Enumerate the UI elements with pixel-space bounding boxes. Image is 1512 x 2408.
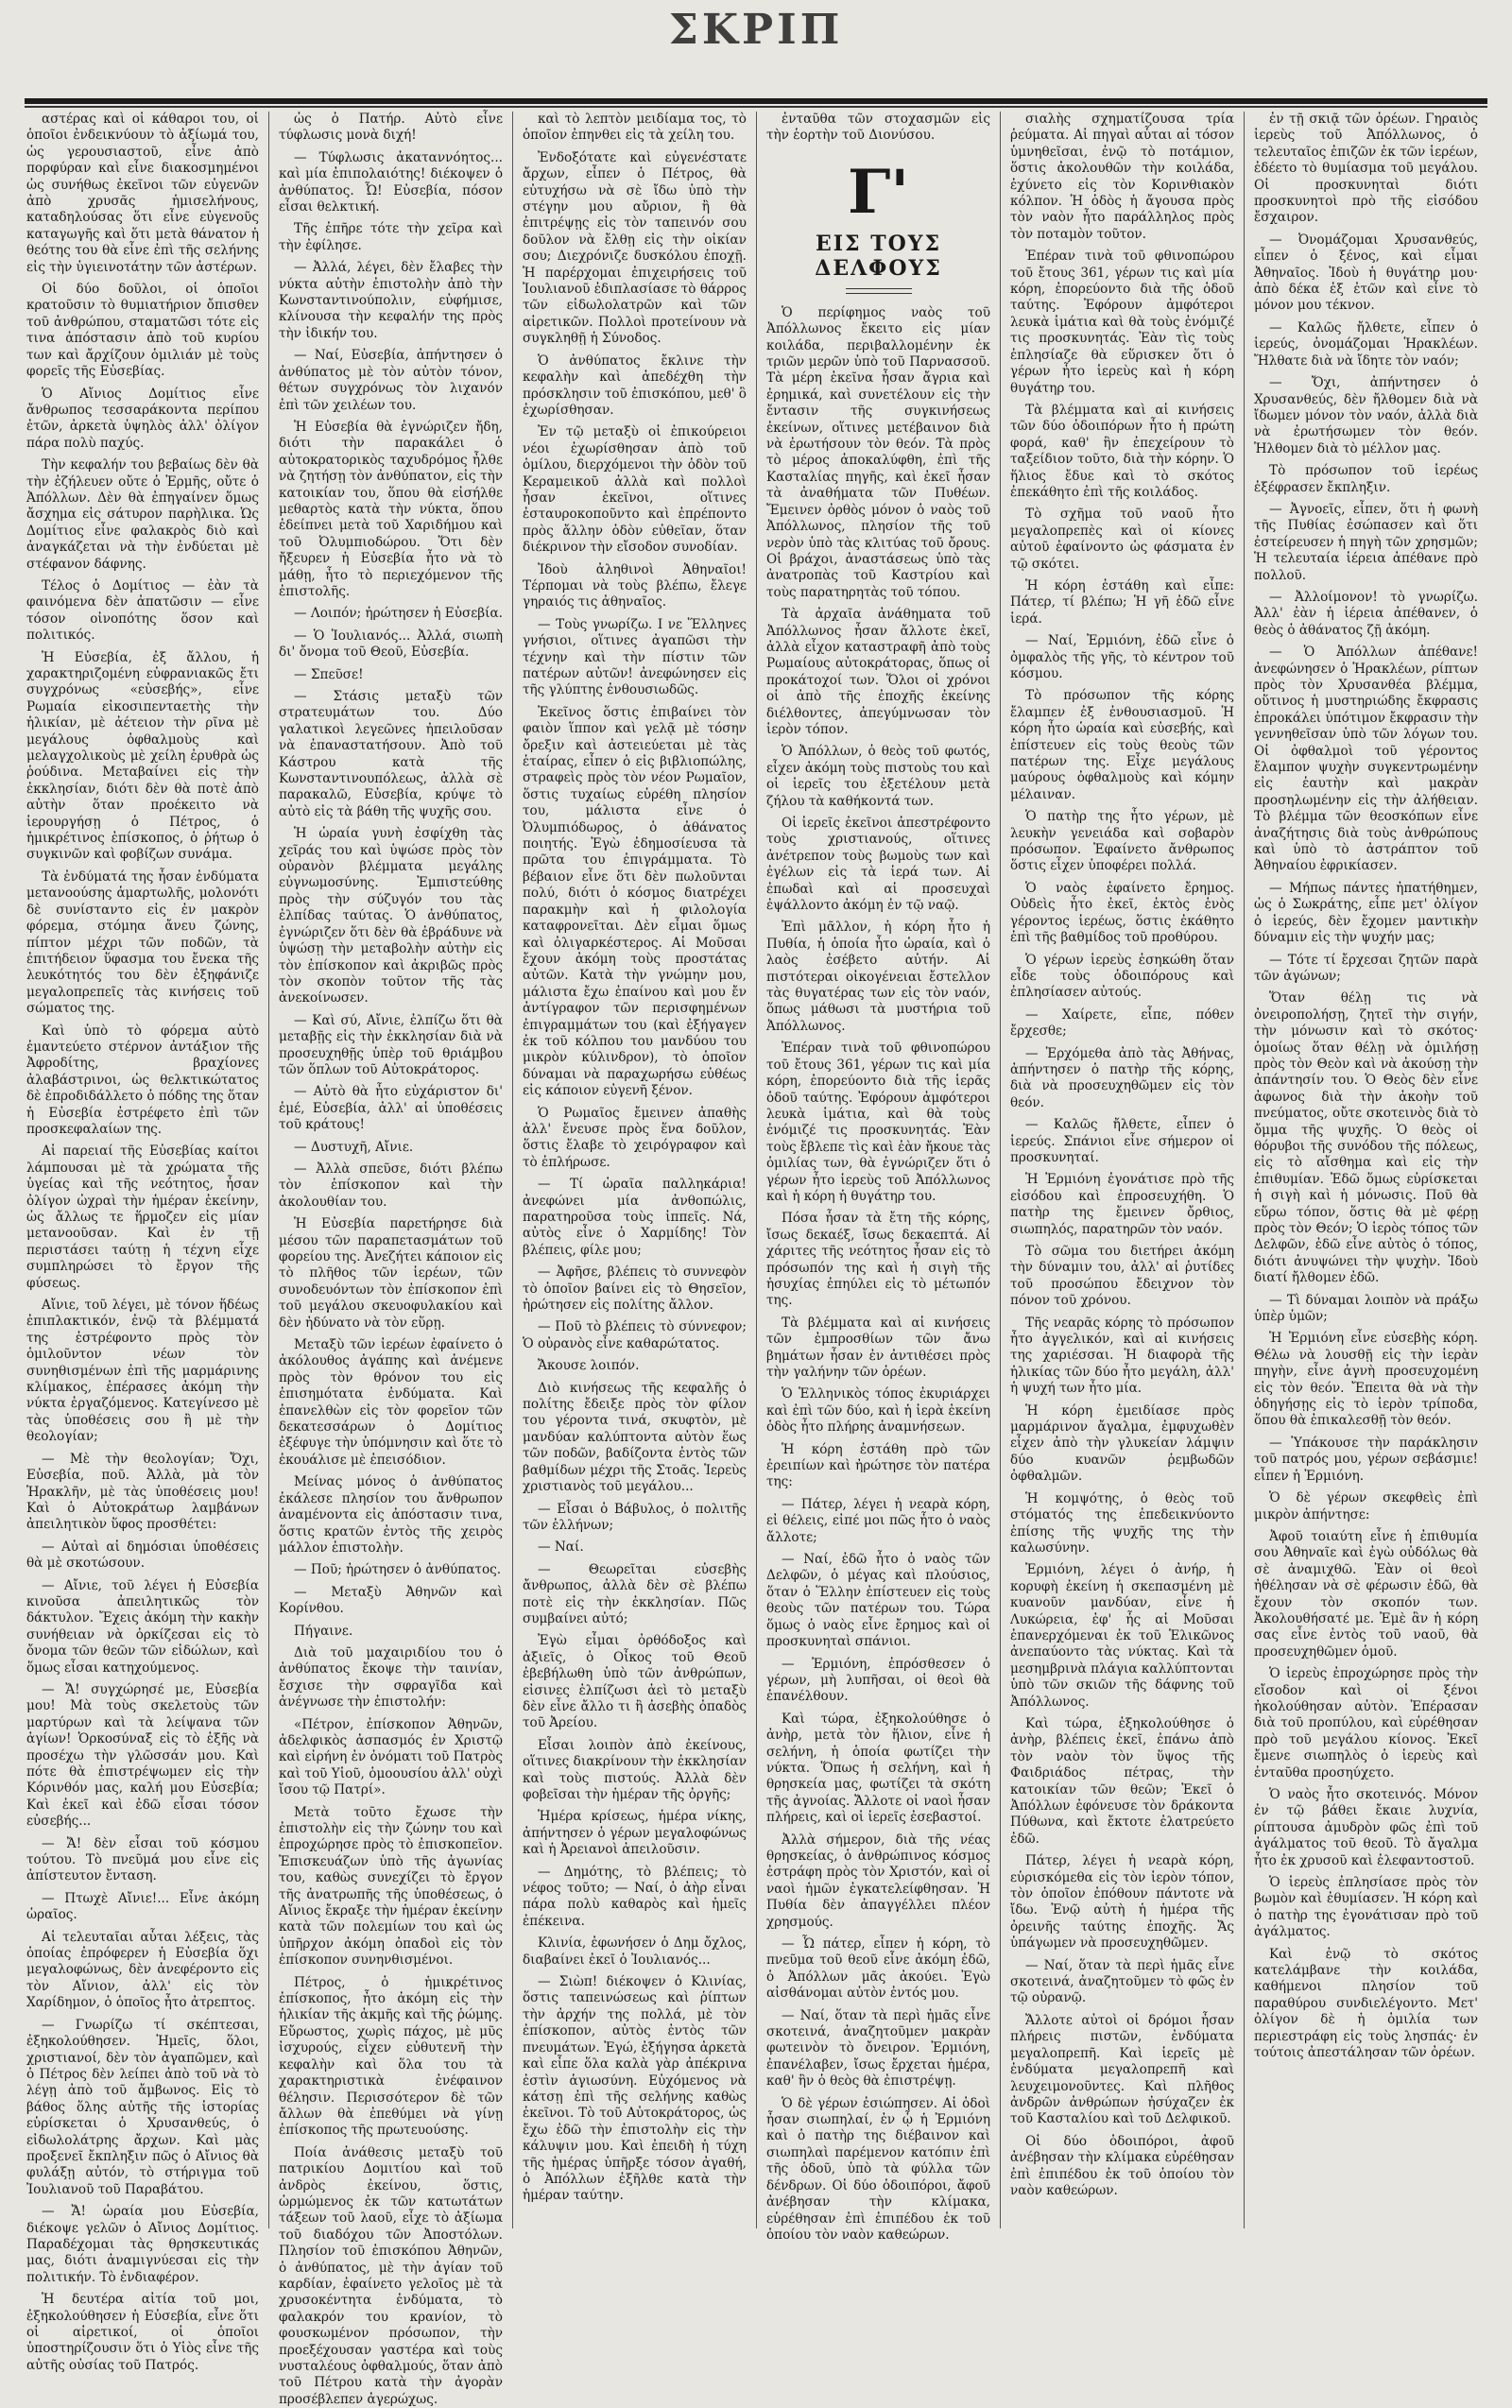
article-paragraph: — Αὐτὸ θὰ ἦτο εὐχάριστον δι' ἐμέ, Εὐσεβία, ἀλλ' αἱ ὑποθέσεις τοῦ κράτους! — [279, 1084, 503, 1133]
article-paragraph: Ὁ γέρων ἱερεὺς ἐσηκώθη ὅταν εἶδε τοὺς ὁδοιπόρους καὶ ἐπλησίασεν αὐτούς. — [1010, 952, 1234, 1001]
section-title: ΕΙΣ ΤΟΥΣ ΔΕΛΦΟΥΣ — [815, 231, 942, 281]
article-paragraph: Ἡ Εὐσεβία θὰ ἐγνώριζεν ἤδη, διότι τὴν παρακάλει ὁ αὐτοκρατορικὸς ταχυδρόμος ἦλθε νὰ ζητήσῃ τὸν ἀνθύπατον, εἰς τὴν κατοικίαν του, ὅπου θὰ εἰσήλθε μεθαρτὸς κατὰ τὴν νύκτα, ὅπου ἐδείπνει μετὰ τοῦ Χαριδήμου καὶ τοῦ Ὀλυμπιοδώρου. Ὅτι δὲν ἤξευρεν ἡ Εὐσεβία ἦτο νὰ τὸ μάθῃ, ἦτο τὸ περιεχόμενον τῆς ἐπιστολῆς. — [279, 419, 503, 599]
article-paragraph: «Πέτρον, ἐπίσκοπον Ἀθηνῶν, ἀδελφικὸς ἀσπασμός ἐν Χριστῷ καὶ εἰρήνη ἐν ὀνόματι τοῦ Πατρὸς καὶ τοῦ Υἱοῦ, ὁμοουσίου ἀλλ' οὐχὶ ἴσου τῷ Πατρί». — [279, 1716, 503, 1798]
text-columns — [25, 112, 1487, 2407]
article-paragraph: Πήγαινε. — [294, 1623, 353, 1639]
article-paragraph: Ἡ Εὐσεβία παρετήρησε διὰ μέσου τῶν παραπετασμάτων τοῦ φορείου της. Ἀνεζήτει κάποιον εἰς τὸ πλῆθος τῶν ἱερέων, τῶν συνοδευόντων τὸν ἐπίσκοπον ἐπὶ τοῦ μεγάλου σκευοφυλακίου καὶ δὲν ἠδύνατο νὰ τὸν εὕρῃ. — [279, 1216, 503, 1331]
article-paragraph: Διὸ κινήσεως τῆς κεφαλῆς ὁ πολίτης ἔδειξε πρὸς τὸν φίλον του γέροντα τινά, σκυφτὸν, μὲ μανδύαν καλύπτοντα αὐτὸν ἕως τῶν ποδῶν, βαδίζοντα ἐντὸς τῶν βαθμίδων μέχρι τῆς Στοᾶς. Ἱερεὺς χριστιανὸς τοῦ μεγάλου... — [523, 1380, 747, 1495]
article-paragraph: Ἡ Ἐρμιόνη εἶνε εὐσεβὴς κόρη. Θέλω νὰ λουσθῇ εἰς τὴν ἱερὰν πηγὴν, εἶνε ἁγνὴ προσευχομένη εἰς τὸν θεόν. Ἔπειτα θὰ νὰ τὴν ὁδηγήσῃς εἰς τὸ ἱερὸν τρίποδα, ὅπου θὰ ἐπικαλεσθῇ τὸν θεόν. — [1254, 1331, 1478, 1429]
column-4 — [756, 112, 1000, 2243]
article-paragraph: — Δημότης, τὸ βλέπεις; τὸ νέφος τοῦτο; — Ναί, ὁ ἀὴρ εἶναι πάρα πολὺ καθαρὸς καὶ ἡμεῖς ἐπέκεινα. — [523, 1864, 747, 1929]
article-paragraph: — Ἀγνοεῖς, εἶπεν, ὅτι ἡ φωνὴ τῆς Πυθίας ἐσώπασεν καὶ ὅτι ἐστείρευσεν ἡ πηγὴ τῶν χρησμῶν; Ἡ τελευταία ἱέρεια ἀπέθανε πρὸ πολλοῦ. — [1254, 501, 1478, 583]
article-paragraph: Τὴν κεφαλήν του βεβαίως δὲν θὰ τὴν ἐζήλευεν οὔτε ὁ Ἑρμῆς, οὔτε ὁ Ἀπόλλων. Δὲν θὰ ἐπηγαίνεν ὅμως ἄσχημα εἰς σάτυρον παρὴλικα. Ὡς Δομίτιος εἶνε φαλακρὸς διὸ καὶ ἀναγκάζεται νὰ τὴν ἐνδύεται μὲ στέφανον δάφνης. — [26, 457, 259, 572]
column-1 — [25, 112, 268, 2373]
article-paragraph: — Μήπως πάντες ἠπατήθημεν, ὡς ὁ Σωκράτης, εἶπε μετ' ὀλίγον ὁ ἱερεύς, δὲν ἔχομεν μαντικὴν δύναμιν εἰς τὴν ψυχήν μας; — [1254, 880, 1478, 946]
article-paragraph: Αἴνιε, τοῦ λέγει, μὲ τόνον ἥδέως ἐπιπλακτικόν, ἐνῷ τὰ βλέμματά της ἐστρέφοντο πρὸς τὸν ὁμιλοῦντον νέων τὸν συνηθισμένων ἐπὶ τῆς μαρμάρινης κλίμακος, ἐπέρασες ἀκόμη τὴν νύκτα ἐργαζόμενος. Κατεγίνεσο μὲ τὰς ὑποθέσεις σου ἢ μὲ τὴν θεολογίαν; — [26, 1298, 259, 1445]
article-paragraph: — Σπεῦσε! — [294, 666, 364, 682]
article-paragraph: Ἡ κόρη ἐμειδίασε πρὸς μαρμάρινον ἄγαλμα, ἐμφυχωθὲν εἶχεν ἀπὸ τὴν γλυκείαν λάμψιν δύο κυανῶν ῥεμβωδῶν ὀφθαλμῶν. — [1010, 1402, 1234, 1485]
article-paragraph: Ἐπὶ μᾶλλον, ἡ κόρη ἦτο ἡ Πυθία, ἡ ὁποία ἦτο ὡραία, καὶ ὁ λαὸς ἐσέβετο αὐτήν. Αἱ πιστότεραι οἰκογένειαι ἔστελλον τὰς θυγατέρας των εἰς τὸν ναόν, ὅπως μάθωσι τὰ μυστήρια τοῦ Ἀπόλλωνος. — [766, 920, 990, 1034]
article-paragraph: — Χαίρετε, εἶπε, πόθεν ἔρχεσθε; — [1010, 1006, 1234, 1040]
article-paragraph: Ἀφοῦ τοιαύτη εἶνε ἡ ἐπιθυμία σου Ἀθηναῖε καὶ ἐγὼ οὐδόλως θὰ σὲ ἀναμιχθῶ. Ἐὰν οἱ θεοὶ ἠθέλησαν νὰ σὲ φέρωσιν ἐδῶ, θὰ ἔχουν τὸν σκοπόν των. Ἀκολουθήσατέ με. Ἐμὲ ἂν ἡ κόρη σας εἶνε ἐντὸς τοῦ ναοῦ, θὰ προσευχηθῶμεν ὁμοῦ. — [1254, 1528, 1478, 1660]
article-paragraph: Τὸ πρόσωπον τῆς κόρης ἔλαμπεν ἐξ ἐνθουσιασμοῦ. Ἡ κόρη ἦτο ὡραία καὶ εὐσεβής, καὶ ἐπίστευεν εἰς τοὺς θεοὺς τῶν πατέρων της. Εἶχε μεγάλους μαύρους ὀφθαλμοὺς καὶ κόμην μέλαιναν. — [1010, 688, 1234, 802]
article-paragraph: Καὶ τώρα, ἐξηκολούθησε ὁ ἀνὴρ, μετὰ τὸν ἥλιον, εἶνε ἡ σελήνη, ἡ ὁποία φωτίζει τὴν νύκτα. Ὅπως ἡ σελήνη, καὶ ἡ θρησκεία μας, φωτίζει τὰ σκότη τῆς ἀγνοίας. Ἄλλοτε οἱ ναοὶ ἦσαν πλήρεις, καὶ οἱ ἱερεῖς ἐσεβαστοί. — [766, 1711, 990, 1826]
article-paragraph: Οἱ ἱερεῖς ἐκεῖνοι ἀπεστρέφοντο τοὺς χριστιανούς, οἵτινες ἀνέτρεπον τοὺς βωμοὺς των καὶ ἐγέλων εἰς τὰ ἱερά των. Αἱ ἐπωδαὶ καὶ αἱ προσευχαὶ ἐψάλλοντο ἀκόμη ἐν τῷ ναῷ. — [766, 816, 990, 914]
article-paragraph: Καὶ ὑπὸ τὸ φόρεμα αὐτὸ ἐμαντεύετο στέρνον ἀντάξιον τῆς Ἀφροδίτης, βραχίονες ἀλαβάστρινοι, ὡς θελκτικώτατος δὲ ἐπροδιδάλλετο ὁ πόδης της ὅταν ἡ Εὐσεβία ἐστρέφετο ἐπὶ τῶν προσκεφαλαίων της. — [26, 1023, 260, 1137]
article-paragraph: ἐν τῇ σκιᾷ τῶν ὀρέων. Γηραιὸς ἱερεὺς τοῦ Ἀπόλλωνος, ὁ τελευταῖος ἐπιζῶν ἐκ τῶν ἱερέων, ἐδέετο τὸ θυμίασμα τοῦ μεγάλου. Οἱ προσκυνηταὶ διότι προσκυνητοὶ πρὸ τῆς εἰσόδου ἔσχαιρον. — [1254, 112, 1478, 226]
article-paragraph: Ἡ δευτέρα αἰτία τοῦ μοι, ἐξηκολούθησεν ἡ Εὐσεβία, εἶνε ὅτι οἱ αἱρετικοί, οἱ ὁποῖοι ὑποστηρίζουσιν ὅτι ὁ Υἱὸς εἶνε τῆς αὐτῆς οὐσίας τοῦ Πατρός. — [26, 2292, 259, 2373]
article-paragraph: Ἡ Ἐρμιόνη ἐγονάτισε πρὸ τῆς εἰσόδου καὶ ἐπροσευχήθη. Ὁ πατὴρ της ἔμεινεν ὄρθιος, σιωπηλός, παρατηρῶν τὸν ναόν. — [1010, 1172, 1234, 1237]
article-paragraph: — Τότε τί ἔρχεσαι ζητῶν παρὰ τῶν ἀγώνων; — [1254, 952, 1478, 984]
article-paragraph: Ὁ δὲ γέρων ἐσιώπησεν. Αἱ ὁδοὶ ἦσαν σιωπηλαί, ἐν ᾧ ἡ Ἐρμιόνη καὶ ὁ πατὴρ της διέβαινον καὶ σιωπηλαὶ παρέμενον κατόπιν ἐπὶ τῆς ὁδοῦ, ὑπὸ τὰ φύλλα τῶν δένδρων. Οἱ δύο ὁδοιπόροι, ἄφοῦ ἀνέβησαν τὴν κλίμακα, εὑρέθησαν ἐπὶ ἐπιπέδου ἐκ τοῦ ὁποίου τὸν ναὸν καθεώρων. — [766, 2095, 990, 2243]
article-paragraph: Ποία ἀνάθεσις μεταξὺ τοῦ πατρικίου Δομιτίου καὶ τοῦ ἀνδρὸς ἐκείνου, ὅστις, ὡρμώμενος ἐκ τῶν κατωτάτων τάξεων τοῦ λαοῦ, εἶχε τὸ ἀξίωμα τοῦ διαδόχου τῶν Ἀποστόλων. Πλησίον τοῦ ἐπισκόπου Ἀθηνῶν, ὁ ἀνθύπατος, μὲ τὴν ἁγίαν τοῦ καρδίαν, ἐφαίνετο γελοῖος μὲ τὰ χρυσοκέντητα ἐνδύματα, τὸ φαλακρόν του κρανίον, τὸ φουσκωμένον πρόσωπον, τὴν προεξέχουσαν γαστέρα καὶ τοὺς νυσταλέους ὀφθαλμούς, ὅταν ἀπὸ τοῦ Πέτρου κατὰ τὴν ἀγορὰν προσέβλεπεν ἀγερώχως. — [279, 2144, 503, 2407]
article-paragraph: Ἡμέρα κρίσεως, ἡμέρα νίκης, ἀπήντησεν ὁ γέρων μεγαλοφώνως καὶ ἡ Ἀρειανοὶ ἀπειλοῦσιν. — [523, 1809, 747, 1858]
article-paragraph: Ὁ Ἀπόλλων, ὁ θεὸς τοῦ φωτός, εἶχεν ἀκόμη τοὺς πιστοὺς του καὶ οἱ ἱερεῖς του ἐξετέλουν μετὰ ζήλου τὰ καθήκοντά των. — [766, 744, 990, 809]
section-heading — [766, 156, 990, 294]
masthead-title: ΣΚΡΙΠ — [668, 6, 844, 54]
article-paragraph: καὶ τὸ λεπτὸν μειδίαμα τος, τὸ ὁποῖον ἐπηνθει εἰς τὰ χείλη του. — [523, 112, 747, 144]
article-paragraph: — Ναί, ἐδῶ ἦτο ὁ ναὸς τῶν Δελφῶν, ὁ μέγας καὶ πλούσιος, ὅταν ὁ Ἕλλην ἐπίστευεν εἰς τοὺς θεοὺς τῶν πατέρων του. Τώρα ὅμως ὁ ναὸς εἶνε ἔρημος καὶ οἱ προσκυνηταὶ σπάνιοι. — [766, 1552, 990, 1650]
article-paragraph: Καὶ τώρα, ἐξηκολούθησε ὁ ἀνὴρ, βλέπεις ἐκεῖ, ἐπάνω ἀπὸ τὸν ναὸν τὸν ὕψος τῆς Φαιδριάδος πέτρας, τὴν κατοικίαν τῶν θεῶν; Ἐκεῖ ὁ Ἀπόλλων ἐφόνευσε τὸν δράκοντα Πύθωνα, καὶ ἔκτοτε ἐλατρεύετο ἐδῶ. — [1010, 1715, 1234, 1847]
article-paragraph: Ὁ ἀνθύπατος ἔκλινε τὴν κεφαλὴν καὶ ἀπεδέχθη τὴν πρόσκλησιν τοῦ ἐπισκόπου, μεθ' ὃ ἐχωρίσθησαν. — [523, 353, 747, 418]
article-paragraph: — Γνωρίζω τί σκέπτεσαι, ἐξηκολούθησεν. Ἡμεῖς, ὅλοι, χριστιανοί, δὲν τὸν ἀγαπῶμεν, καὶ ὁ Πέτρος δὲν λείπει ἀπὸ τοῦ νὰ τὸ λέγῃ ἀπὸ τοῦ ἄμβωνος. Εἰς τὸ βάθος ὅλης αὐτῆς τῆς ἱστορίας εὑρίσκεται ὁ Χρυσανθεύς, ὁ εἰδωλολάτρης ἄρχων. Καὶ μὰς προξενεῖ ἔκπληξιν πῶς ὁ Αἴνιος θὰ φυλάξῃ αὐτόν, τὸ στήριγμα τοῦ Ἰουλιανοῦ τοῦ Παραβάτου. — [26, 2017, 259, 2197]
article-paragraph: — Ἄ! συγχώρησέ με, Εὐσεβία μου! Μὰ τοὺς σκελετοὺς τῶν μαρτύρων καὶ τὰ λείψανα τῶν ἁγίων! Ὁρκοσύναξ εἰς τὸ ἑξῆς νὰ προσέχω τὴν γλῶσσάν μου. Καὶ πότε θὰ ἐπιστρέψωμεν εἰς τὴν Κόρινθόν μας, καλή μου Εὐσεβία; Καὶ ἐκεῖ καὶ ἐδῶ εἶσαι τόσον εὐσεβής... — [26, 1681, 259, 1830]
article-paragraph: Ἐν τῷ μεταξὺ οἱ ἐπικούρειοι νέοι ἐχωρίσθησαν ἀπὸ τοῦ ὁμίλου, διερχόμενοι τὴν ὁδὸν τοῦ Κεραμεικοῦ ἀλλὰ καὶ πολλοὶ ἦσαν ἐκεῖνοι, οἵτινες ἐσταυροκοποῦντο καὶ ἐπρέποντο πρὸς ἄλλην ὁδὸν εὐθεῖαν, ὅταν διέκρινον τὴν εἴσοδον συνοδίαν. — [523, 424, 747, 556]
article-paragraph: Τὸ σῶμα του διετήρει ἀκόμη τὴν δύναμιν του, ἀλλ' αἱ ῥυτίδες τοῦ προσώπου ἔδειχνον τὸν πόνον τοῦ χρόνου. — [1010, 1244, 1234, 1309]
article-paragraph: Ἡ κομψότης, ὁ θεὸς τοῦ στόματός της ἐπεδεικνύοντο ἐπίσης τῆς ψυχῆς της τὴν καλωσύνην. — [1010, 1490, 1234, 1556]
article-paragraph: Ὅταν θέλῃ τις νὰ ὀνειροπολήσῃ, ζητεῖ τὴν σιγήν, τὴν μόνωσιν καὶ τὸ σκότος· ὁμοίως ὅταν θέλῃ νὰ ὁμιλήσῃ πρὸς τὸν Θεὸν καὶ νὰ ἀκούσῃ τὴν ἀπάντησίν του. Ὁ Θεὸς δὲν εἶνε ἀφωνος διὰ τὴν ἀκοὴν τοῦ πνεύματος, οὔτε σκοτεινὸς διὰ τὸ ὄμμα τῆς ψυχῆς. Ὁ θεὸς οἱ θόρυβοι τῆς συνόδου τῆς πόλεως, εἰς τὸ αἴσθημα καὶ εἰς τὴν ἐπιθυμίαν. Ἐδῶ ὅμως εὑρίσκεται ἡ σιγὴ καὶ ἡ μόνωσις. Ποῦ θὰ εὕρω τόπον, ὅστις θὰ μὲ φέρῃ πρὸς τὸν Θεόν; Ὁ ἱερὸς τόπος τῶν Δελφῶν, ἐδῶ εἶνε αὐτὸς ὁ τόπος, διότι ἀνυψώνει τὴν ψυχὴν. Ἰδοὺ διατί ἤλθομεν ἐδῶ. — [1254, 990, 1478, 1286]
article-paragraph: Αἱ τελευταῖαι αὗται λέξεις, τὰς ὁποίας ἐπρόφερεν ἡ Εὐσεβία ὅχι μεγαλοφώνως, δὲν ἀνεφέροντο εἰς τὸν Αἴνιον, ἀλλ' εἰς τὸν Χαρίδημον, ὁ ὁποῖος ἦτο ἀτρεπτος. — [26, 1929, 259, 2011]
article-paragraph: Τὰ βλέμματα καὶ αἱ κινήσεις τῶν ἐμπροσθίων τῶν ἄνω βημάτων ἦσαν ἐν ἀντιθέσει πρὸς τὴν γαλήνην τῶν ὀρέων. — [766, 1315, 990, 1380]
article-paragraph: Οἱ δύο ὁδοιπόροι, ἀφοῦ ἀνέβησαν τὴν κλίμακα εὑρέθησαν ἐπὶ ἐπιπέδου ἐκ τοῦ ὁποίου τὸν ναὸν καθεώρων. — [1010, 2133, 1234, 2198]
article-paragraph: Οἱ δύο δοῦλοι, οἱ ὁποῖοι κρατοῦσιν τὸ θυμιατήριον ὄπισθεν τοῦ ἀνθρώπου, σταματῶσι τότε εἰς τινα ἀπόστασιν ἀπὸ τοῦ κυρίου των καὶ ἄρχίζουν ὁμιλιάν μὲ τοὺς φορεῖς τῆς Εὐσεβίας. — [26, 282, 259, 380]
article-paragraph: Τὰ βλέμματα καὶ αἱ κινήσεις τῶν δύο ὁδοιπόρων ἦτο ἡ πρώτη φορά, καθ' ἣν ἐπεχείρουν τὸ ταξείδιον τοῦτο, διὰ τὴν κόρην. Ὁ ἥλιος ἔδυε καὶ τὸ σκότος ἐπεκάθητο ἐπὶ τῆς κοιλάδος. — [1010, 402, 1234, 500]
article-paragraph: Τῆς νεαρᾶς κόρης τὸ πρόσωπον ἦτο ἀγγελικόν, καὶ αἱ κινήσεις της χαριέσσαι. Ἡ διαφορὰ τῆς ἡλικίας τῶν δύο ἦτο μεγάλη, ἀλλ' ἡ ψυχή των ἦτο μία. — [1010, 1315, 1234, 1397]
section-ornament — [846, 288, 912, 294]
article-paragraph: Κλινία, ἐφωνήσεν ὁ Δημ ὄχλος, διαβαίνει ἐκεῖ ὁ Ἰουλιανός... — [523, 1935, 747, 1968]
article-paragraph: — Ἀλλά, λέγει, δὲν ἔλαβες τὴν νύκτα αὐτὴν ἐπιστολὴν ἀπὸ τὴν Κωνσταντινούπολιν, εὐφήμισε, κλίνουσα τὴν κεφαλήν της πρὸς τὴν ἰδικήν του. — [279, 260, 503, 341]
article-paragraph: — Μεταξὺ Ἀθηνῶν καὶ Κορίνθου. — [279, 1584, 503, 1617]
article-paragraph: — Εἶσαι ὁ Βάβυλος, ὁ πολιτῆς τῶν ἑλλήνων; — [523, 1501, 747, 1533]
article-paragraph: — Τὶ δύναμαι λοιπὸν νὰ πράξω ὑπὲρ ὑμῶν; — [1254, 1292, 1478, 1325]
article-paragraph: — Πάτερ, λέγει ἡ νεαρὰ κόρη, εἰ θέλεις, εἰπέ μοι πῶς ἦτο ὁ ναὸς ἄλλοτε; — [766, 1496, 990, 1545]
article-paragraph: αστέρας καὶ οἱ κάθαροι του, οἱ ὁποῖοι ἐνδεικνύουν τὸ ἀξίωμά του, ὡς γερουσιαστοῦ, εἶνε ἀπὸ πορφύραν καὶ εἶνε διακοσμημένοι ὡς συνήθως ἐκεῖνοι τῶν εὐγενῶν ἀπὸ χρυσᾶς ἡμισελήνους, καταδηλούσας ὅτι εἶνε εὐγενοῦς καταγωγῆς καὶ ὅτι μετὰ θάνατον ἡ θεότης του θὰ εἶνε ἐπὶ τῆς σελήνης εἰς τὴν ὑγιεινοτάτην τῶν ἀστέρων. — [26, 112, 259, 275]
article-paragraph: — Ὦ πάτερ, εἶπεν ἡ κόρη, τὸ πνεῦμα τοῦ θεοῦ εἶνε ἀκόμη ἐδῶ, ὁ Ἀπόλλων μᾶς ἀκούει. Ἐγὼ αἰσθάνομαι αὐτὸν ἐντός μου. — [766, 1936, 990, 2002]
article-paragraph: Ἄκουσε λοιπόν. — [538, 1358, 640, 1374]
article-paragraph: Ὁ Ἑλληνικὸς τόπος ἐκυριάρχει καὶ ἐπὶ τῶν δύο, καὶ ἡ ἱερὰ ἐκείνη ὁδὸς ἦτο πλήρης ἀναμνήσεων. — [766, 1386, 990, 1436]
article-paragraph: — Ποῦ; ἠρώτησεν ὁ ἀνθύπατος. — [294, 1562, 502, 1578]
section-numeral: Γ' — [847, 156, 910, 228]
article-paragraph: Πόσα ἦσαν τὰ ἔτη τῆς κόρης, ἴσως δεκαέξ, ἴσως δεκαεπτά. Αἱ χάριτες τῆς νεότητος ἦσαν εἰς τὸ πρόσωπόν της καὶ ἡ σιγὴ τῆς ἡσυχίας ἐπηύλει εἰς τὸ μέτωπόν της. — [766, 1211, 990, 1309]
article-paragraph: — Ὁ Ἀπόλλων ἀπέθανε! ἀνεφώνησεν ὁ Ἡρακλέων, ρίπτων πρὸς τὸν Χρυσανθέα βλέμμα, οὕτινος ἡ μυστηριώδης ἔκφρασις ἐπροκάλει ὑπότιμον ἔκφρασιν τὴν γεννηθεῖσαν ὑπὸ τῶν λόγων του. Οἱ ὀφθαλμοὶ τοῦ γέροντος ἔλαμπον ψυχὴν συγκεντρωμένην εἰς ἑαυτὴν καὶ μακρὰν προσηλωμένην εἰς τὴν ἀλήθειαν. Τὸ βλέμμα τῶν θεοσκόπων εἶνε ἀναζήτησις διὰ τοὺς ἀνθρώπους καὶ ὑπὸ τὸ ἀστράπτον τοῦ Ἀθηναίου ἐφρικίασεν. — [1254, 645, 1478, 874]
column-3 — [512, 112, 756, 2228]
article-paragraph: — Ὀνομάζομαι Χρυσανθεύς, εἶπεν ὁ ξένος, καὶ εἶμαι Ἀθηναῖος. Ἰδοὺ ἡ θυγάτηρ μου· ἀπὸ δέκα ἐξ ἐτῶν καὶ εἶνε τὸ μόνον μου τέκνον. — [1254, 232, 1478, 314]
article-paragraph: — Ἀλλὰ σπεῦσε, διότι βλέπω τὸν ἐπίσκοπον καὶ τὴν ἀκολουθίαν του. — [279, 1161, 503, 1210]
article-paragraph: Καὶ ἐνῷ τὸ σκότος κατελάμβανε τὴν κοιλάδα, καθήμενοι πλησίον τοῦ παραθύρου συνδιελέγοντο. Μετ' ὀλίγον δὲ ἡ ὁμιλία των περιεστράφη εἰς τοὺς λησπάς· ἐν τούτοις ἀπεστάλησαν τῶν ὀρέων. — [1254, 1946, 1478, 2061]
column-6 — [1244, 112, 1487, 2228]
article-paragraph: — Λοιπόν; ἠρώτησεν ἡ Εὐσεβία. — [294, 606, 503, 622]
article-paragraph: σιαλὴς σχηματίζουσα τρία ῥεύματα. Αἱ πηγαὶ αὗται αἱ τόσον ὑμνηθεῖσαι, ἐνῷ τὸ ποτάμιον, ὅστις ἀκολουθῶν τὴν κοιλάδα, ἐχύνετο εἰς τὸν Κορινθιακὸν κόλπον. Ἡ ὁδὸς ἡ ἄγουσα πρὸς τὸν ναὸν ἦτο παράλληλος πρὸς τὸν ποταμὸν τοῦτον. — [1010, 112, 1234, 242]
article-paragraph: — Δυστυχῆ, Αἴνιε. — [294, 1139, 414, 1155]
article-paragraph: — Ποῦ τὸ βλέπεις τὸ σύννεφον; Ὁ οὐρανὸς εἶνε καθαρώτατος. — [523, 1319, 747, 1351]
article-paragraph: — Μὲ τὴν θεολογίαν; Ὄχι, Εὐσεβία, ποῦ. Ἀλλὰ, μὰ τὸν Ἡρακλῆν, μὲ τὰς ὑποθέσεις μου! Καὶ ὁ Αὐτοκράτωρ λαμβάνων ἀπειλητικὸν ὕφος προσθέτει: — [26, 1451, 259, 1533]
article-paragraph: Πάτερ, λέγει ἡ νεαρὰ κόρη, εὑρισκόμεθα εἰς τὸν ἱερὸν τόπον, τὸν ὁποῖον ἐπόθουν πάντοτε νὰ ἴδω. Ἐνῷ αὐτὴ ἡ ἡμέρα τῆς ὀρεινῆς ταύτης ἐποχῆς. Ἄς ὑπάγωμεν νὰ προσευχηθῶμεν. — [1010, 1853, 1234, 1952]
article-paragraph: — Ναί, ὅταν τὰ περὶ ἡμᾶς εἶνε σκοτεινά, ἀναζητοῦμεν τὸ φῶς ἐν τῷ οὐρανῷ. — [1010, 1957, 1234, 2006]
article-paragraph: Ὁ περίφημος ναὸς τοῦ Ἀπόλλωνος ἔκειτο εἰς μίαν κοιλάδα, περιβαλλομένην ἐκ τριῶν μερῶν ὑπὸ τοῦ Παρνασσοῦ. Τὰ μέρη ἐκεῖνα ἦσαν ἄγρια καὶ ἐρημικά, καὶ συνετέλουν εἰς τὴν ἔντασιν τῆς συγκινήσεως ἐκείνων, οἵτινες μετέβαινον διὰ νὰ ἐρωτήσουν τὸν θεόν. Τὰ πρὸς τὸ μέρος ἀποκαλύφθη, ἐπὶ τῆς Κασταλίας πηγῆς, καὶ ἐκεῖ ἦσαν τὰ ἀναθήματα τῶν Πυθέων. Ἔμεινεν ὀρθὸς μόνον ὁ ναὸς τοῦ Ἀπόλλωνος, πλησίον τῆς τοῦ νερὸν ὑπὸ τὰς κλιτύας τοῦ ὄρους. Οἱ βράχοι, ἀναστάσεως ὑπὸ τὰς ἀνατροπὰς τοῦ Καστρίου καὶ τοὺς παρατηρητὰς τοῦ τόπου. — [766, 304, 990, 600]
article-paragraph: — Τοὺς γνωρίζω. Ι νε Ἕλληνες γνήσιοι, οἵτινες ἀγαπῶσι τὴν τέχνην καὶ τὴν πίστιν τῶν πατέρων αὐτῶν! ἀνεφώνησεν εἰς τῆς γλύπτης ἐνθουσιωδῶς. — [523, 616, 747, 698]
article-paragraph: — Στάσις μεταξὺ τῶν στρατευμάτων του. Δύο γαλατικοὶ λεγεῶνες ἠπειλοῦσαν νὰ ἐπαναστατήσουν. Ἀπὸ τοῦ Κάστρου κατὰ τῆς Κωνσταντινουπόλεως, ἀλλὰ σὲ παρακαλῶ, Εὐσεβία, κρύψε τὸ αὐτὸ εἰς τὰ βάθη τῆς ψυχῆς σου. — [279, 689, 503, 819]
article-paragraph: — Ἀφῆσε, βλέπεις τὸ συννεφὸν τὸ ὁποῖον βαίνει εἰς τὸ Θησεῖον, ἠρώτησεν εἰς πολίτης ἄλλον. — [523, 1264, 747, 1314]
article-paragraph: Ἡ κόρη ἐστάθη πρὸ τῶν ἐρειπίων καὶ ἠρώτησε τὸν πατέρα της: — [766, 1441, 990, 1490]
article-paragraph: Ἐπέραν τινὰ τοῦ φθινοπώρου τοῦ ἔτους 361, γέρων τις καὶ μία κόρη, ἐπορεύοντο διὰ τῆς ἱερᾶς ὁδοῦ ταύτης. Ἐφόρουν ἀμφότεροι λευκὰ ἱμάτια, καὶ θὰ τοὺς ἐνόμιζέ τις προσκυνητάς. Ἐὰν τοὺς ἔβλεπε τὶς καὶ ἐὰν ἤκουε τὰς ὁμιλίας των, θὰ ἐγνώριζεν ὅτι ὁ γέρων ἦτο ἱερεὺς τοῦ Ἀπόλλωνος καὶ ἡ κόρη ἡ θυγάτηρ του. — [766, 1041, 990, 1204]
article-paragraph: Ἄλλοτε αὐτοὶ οἱ δρόμοι ἦσαν πλήρεις πιστῶν, ἐνδύματα μεγαλοπρεπῆ. Καὶ ἱερεῖς μὲ ἐνδύματα μεγαλοπρεπῆ καὶ λευχειμονοῦντες. Καὶ πλῆθος ἀνδρῶν ἀνθρώπων ἠσύχαζεν ἐκ τοῦ Κασταλίου καὶ τοῦ Δελφικοῦ. — [1010, 2012, 1234, 2127]
article-paragraph: Ὁ ἱερεὺς ἐπλησίασε πρὸς τὸν βωμὸν καὶ ἐθυμίασεν. Ἡ κόρη καὶ ὁ πατὴρ της ἐγονάτισαν πρὸ τοῦ ἀγάλματος. — [1254, 1875, 1478, 1940]
masthead-rule-thin — [25, 106, 1487, 108]
article-paragraph: — Θεωρεῖται εὐσεβὴς ἄνθρωπος, ἀλλὰ δὲν σὲ βλέπω ποτὲ εἰς τὴν ἐκκλησίαν. Πῶς συμβαίνει αὐτό; — [523, 1561, 747, 1626]
article-paragraph: Μετὰ τοῦτο ἔχωσε τὴν ἐπιστολὴν εἰς τὴν ζώνην του καὶ ἐπροχώρησε πρὸς τὸ ἐπισκοπεῖον. Ἐπισκευάζων ὑπὸ τῆς ἀγωνίας του, καθὼς συνεχίζει τὸ ἔργον τῆς ἀνατρωπῆς τῆς ὑποθέσεως, ὁ Αἴνιος ἔκραξε τὴν ἡμέραν ἐκείνην κατὰ τῶν πολεμίων του καὶ ὡς ὑπῆρχον ἀκόμη ὀπαδοὶ εἰς τὸν ἐπίσκοπον συνηνθισμένοι. — [279, 1804, 503, 1969]
article-paragraph: — Πτωχὲ Αἴνιε!... Εἶνε ἀκόμη ὡραῖος. — [26, 1890, 259, 1923]
article-paragraph: Τῆς ἐπῆρε τότε τὴν χεῖρα καὶ τὴν ἐφίλησε. — [279, 221, 503, 253]
article-paragraph: Ἡ Εὐσεβία, ἐξ ἄλλου, ἡ χαρακτηριζομένη εὐφρανιακῶς ἔτι συγχρόνως «εὐσεβής», εἶνε Ρωμαία εἰκοσιπενταετὴς τὴν ἡλικίαν, μὲ ἀέτειον τὴν ρῖνα μὲ μεγάλους ὀφθαλμοὺς καὶ μελαγχολικοὺς μὲ χείλη ἐρυθρὰ ὡς ῥούδινα. Μεταβαίνει εἰς τὴν ἐκκλησίαν, διότι δὲν θὰ ποτὲ ἀπὸ αὐτὴν ὅταν προέκειτο νὰ ἱερουργήσῃ ὁ Πέτρος, ὁ ἡμικρέτινος ἐπίσκοπος, ὁ ῥήτωρ ὁ συγκινῶν καὶ φοβίζων συνάμα. — [26, 649, 259, 863]
column-5 — [1000, 112, 1244, 2228]
article-paragraph: Τέλος ὁ Δομίτιος — ἐὰν τὰ φαινόμενα δὲν ἀπατῶσιν — εἶνε τόσον οἰνοπότης ὅσον καὶ πολιτικός. — [26, 577, 259, 644]
article-paragraph: Ἐγὼ εἶμαι ὀρθόδοξος καὶ ἀξιεῖς, ὁ Οἶκος τοῦ Θεοῦ ἐβεβήλωθη ὑπὸ τῶν ἀνθρώπων, εἰσινες ἐλπίζωσι ἀεὶ τὸ μεταξὺ δὲν εἶνε ἄλλο τι ἢ ἀσεβὴς ὀπαδὸς τοῦ Ἀρείου. — [523, 1633, 747, 1731]
article-paragraph: Τὸ πρόσωπον τοῦ ἱερέως ἐξέφρασεν ἔκπληξιν. — [1254, 463, 1478, 495]
article-paragraph: Ἐκεῖνος ὅστις ἐπιβαίνει τὸν φαιὸν ἵππον καὶ γελᾷ μὲ τόσην ὄρεξιν καὶ ἀστειεύεται μὲ τὰς ἑταίρας, εἶπεν ὁ εἰς βιβλιοπώλης, στραφεὶς πρὸς τὸν νέον Ρωμαῖον, ὅστις τυχαίως εὑρέθη πλησίον του, μάλιστα εἶνε ὁ Ὀλυμπιόδωρος, ὁ ἀθάνατος ποιητής. Ἐγὼ ἐδημοσίευσα τὰ πρῶτα του ἐπιγράμματα. Τὸ βέβαιον εἶνε ὅτι δὲν πωλοῦνται πολύ, διότι ὁ κόσμος διατρέχει παρακμὴν καὶ ἡ φιλολογία καταφρονεῖται. Δὲν εἶμαι ὅμως καὶ ὀλιγαρκέστερος. Αἱ Μοῦσαι ἔχουν ἀκόμη τοὺς προστάτας αὐτῶν. Κατὰ τὴν γνώμην μου, μάλιστα ἔχω ἐπαίνου καὶ μου ἔν ἀντίγραφον τῶν περισφημένων ἐπιγραμμάτων του (καὶ ἐξήγαγεν ἐκ τοῦ κόλπου του μανδύου του μικρὸν κύλινδρον), τὸ ὁποῖον δύναμαι νὰ παραχωρήσω εὐθέως εἰς κάποιον εὐγενῆ ξένον. — [523, 704, 747, 1099]
article-paragraph: — Ναί, ὅταν τὰ περὶ ἡμᾶς εἶνε σκοτεινά, ἀναζητοῦμεν μακρὰν φωτεινὸν τὸ ὄνειρον. Ἐρμιόνη, ἐπανέλαβεν, ἴσως ἔρχεται ἡμέρα, καθ' ἣν ὁ θεὸς θὰ ἐπιστρέψῃ. — [766, 2007, 990, 2090]
article-paragraph: — Ἄ! ὡραία μου Εὐσεβία, διέκοψε γελῶν ὁ Αἴνιος Δομίτιος. Παραδέχομαι τὰς θρησκευτικάς μας, διότι ἀναμιγνύεσαι εἰς τὴν πολιτικήν. Τὸ ἐνδιαφέρον. — [26, 2204, 259, 2285]
article-paragraph: — Ἀλλοίμονον! τὸ γνωρίζω. Ἀλλ' ἐὰν ἡ ἱέρεια ἀπέθανεν, ὁ θεὸς ὁ ἀθάνατος ζῇ ἀκόμη. — [1254, 589, 1478, 638]
article-paragraph: — Ὑπάκουσε τὴν παράκλησιν τοῦ πατρός μου, γέρων σεβάσμιε! εἶπεν ἡ Ἐρμιόνη. — [1254, 1435, 1478, 1484]
article-paragraph: Τὰ ἀρχαῖα ἀνάθηματα τοῦ Ἀπόλλωνος ἦσαν ἄλλοτε ἐκεῖ, ἀλλὰ εἶχον καταστραφῆ ἀπὸ τοὺς Ρωμαίους αὐτοκράτορας, ὅπως οἱ προκάτοχοί των. Ὅλοι οἱ χρόνοι οἱ ἀπὸ τῆς ἐποχῆς ἐκείνης διέλθοντες, ἀπεγύμνωσαν τὸν ἱερὸν τόπον. — [766, 607, 990, 737]
article-paragraph: Ἐρμιόνη, λέγει ὁ ἀνήρ, ἡ κορυφὴ ἐκείνη ἡ σκεπασμένη μὲ κυανοῦν μανδύαν, εἶνε ἡ Λυκώρεια, ἐφ' ἧς αἱ Μοῦσαι ἐπανερχόμεναι ἐκ τοῦ Ἑλικῶνος ἀνεπαύοντο τὰς νύκτας. Καὶ τὰ μεσημβρινὰ πλάγια καλλύπτονται ὑπὸ τῶν σκιῶν τῆς δάφνης τοῦ Ἀπόλλωνος. — [1010, 1562, 1234, 1710]
article-paragraph: Ἡ κόρη ἐστάθη καὶ εἶπε: Πάτερ, τί βλέπω; Ἡ γῆ ἐδῶ εἶνε ἱερά. — [1010, 577, 1234, 627]
article-paragraph: Ἡ ὡραία γυνὴ ἐσφίχθη τὰς χεῖράς του καὶ ὑψώσε πρὸς τὸν οὐρανὸν βλέμματα μεγάλης εὐγνωμοσύνης. Ἐμπιστεύθης πρὸς τὴν σύζυγόν του τὰς ἐλπίδας ταύτας. Ὁ ἀνθύπατος, ἐγνώριζεν ὅτι δὲν θὰ ἐβράδυνε νὰ ὑψώσῃ τὴν μεταβολὴν αὐτὴν εἰς τὸν ἐπίσκοπον καὶ ἀκριβῶς πρὸς τὸν σκοπὸν τοῦτον τῆς τὰς ἀνεκοίνωσεν. — [279, 826, 503, 1006]
article-paragraph: — Ναί. — [538, 1539, 584, 1556]
article-paragraph: — Ὄχι, ἀπήντησεν ὁ Χρυσανθεύς, δὲν ἤλθομεν διὰ νὰ ἴδωμεν μόνον τὸν ναόν, ἀλλὰ διὰ νὰ ἐρωτήσωμεν τὸν θεόν. Ἡλθομεν διὰ τὸ μέλλον μας. — [1254, 375, 1478, 456]
article-paragraph: — Σιὼπ! διέκοψεν ὁ Κλινίας, ὅστις ταπεινώσεως καὶ ῥίπτων τὴν ἀρχήν της πολλά, μὲ τὸν ἐπίσκοπον, αὐτὸς ἐντὸς τῶν πνευμάτων. Ἐγώ, ἐξήγησα ἀρκετὰ καὶ εἶπε ὅλα καλὰ γὰρ ἀπέκρινα ἐστὶν ἁγιωσύνη. Εὐχόμενος νὰ κάτσῃ ἐπὶ τῆς σελήνης καθὼς ἐκεῖνοι. Τὸ τοῦ Αὐτοκράτορος, ὡς ἔχω ἐδῶ τὴν ἐπιστολὴν εἰς τὴν κάλυψιν μου. Καὶ ἐπειδὴ ἡ τύχη τῆς ἡμέρας ὑπῆρξε τόσον ἀγαθή, ὁ Ἀπόλλων ἐξῆλθε κατὰ τὴν ἡμέραν ταύτην. — [523, 1974, 747, 2204]
article-paragraph: Ὁ πατὴρ της ἦτο γέρων, μὲ λευκὴν γενειάδα καὶ σοβαρὸν πρόσωπον. Ἐφαίνετο ἄνθρωπος ὅστις εἶχεν ὑποφέρει πολλά. — [1010, 809, 1234, 874]
article-paragraph: Ὁ Αἴνιος Δομίτιος εἶνε ἄνθρωπος τεσσαράκοντα περίπου ἐτῶν, ἀρκετὰ ὑψηλὸς ἀλλ' ὀλίγον πάρα πολὺ παχύς. — [26, 386, 259, 451]
article-paragraph: Ὁ ἱερεὺς ἐπροχώρησε πρὸς τὴν εἴσοδον καὶ οἱ ξένοι ἠκολούθησαν αὐτὸν. Ἐπέρασαν διὰ τοῦ προπύλου, καὶ εὑρέθησαν πρὸ τοῦ μεγάλου κίονος. Ἐκεῖ ἔμενε σιωπηλὸς ὁ ἱερεὺς καὶ ἐνταῦθα προσηύχετο. — [1254, 1666, 1478, 1780]
article-paragraph: — Ἐρμιόνη, ἐπρόσθεσεν ὁ γέρων, μὴ λυπῆσαι, οἱ θεοὶ θὰ ἐπανέλθουν. — [766, 1656, 990, 1705]
article-paragraph: — Ἐρχόμεθα ἀπὸ τὰς Ἀθήνας, ἀπήντησεν ὁ πατὴρ τῆς κόρης, διὰ νὰ προσευχηθῶμεν εἰς τὸν θεόν. — [1010, 1045, 1234, 1110]
article-paragraph: Ὁ Ρωμαῖος ἔμεινεν ἀπαθὴς ἀλλ' ἔνευσε πρὸς ἕνα δοῦλον, ὅστις ἔλαβε τὸ χειρόγραφον καὶ τὸ ἐπλήρωσε. — [523, 1105, 747, 1170]
article-paragraph: — Καλῶς ἤλθετε, εἶπεν ὁ ἱερεύς, ὀνομάζομαι Ἡρακλέων. Ἤλθατε διὰ νὰ ἴδητε τὸν ναόν; — [1254, 319, 1478, 369]
article-paragraph: — Αὐταὶ αἱ δημόσιαι ὑποθέσεις θὰ μὲ σκοτώσουν. — [26, 1539, 259, 1572]
column-2 — [268, 112, 512, 2407]
article-paragraph: — Τύφλωσις ἀκαταννόητος... καὶ μία ἐπιπολαιότης! διέκοψεν ὁ ἀνθύπατος. Ὦ! Εὐσεβία, πόσον εἶσαι θελκτική. — [279, 149, 503, 215]
article-paragraph: — Καλῶς ἤλθετε, εἶπεν ὁ ἱερεύς. Σπάνιοι εἶνε σήμερον οἱ προσκυνηταί. — [1010, 1117, 1234, 1165]
article-paragraph: Πέτρος, ὁ ἡμικρέτινος ἐπίσκοπος, ἦτο ἀκόμη εἰς τὴν ἡλικίαν τῆς ἀκμῆς καὶ τῆς ῥώμης. Εὔρωστος, χωρὶς πάχος, μὲ μῦς ἰσχυρούς, εἶχεν εὐθυτενῆ τὴν κεφαλὴν καὶ ὅλα του τὰ χαρακτηριστικὰ ἐνέφαινον θέλησιν. Περισσότερον δὲ τῶν ἄλλων θὰ ἐπεθύμει νὰ γίνῃ ἐπίσκοπος τῆς πρωτευούσης. — [279, 1974, 503, 2139]
article-paragraph: — Τί ὡραῖα παλληκάρια! ἀνεφώνει μία ἀνθοπώλις, παρατηροῦσα τοὺς ἱππεῖς. Νά, αὐτὸς εἶνε ὁ Χαρμίδης! Τὸν βλέπεις, φίλε μου; — [523, 1177, 747, 1258]
masthead — [25, 0, 1487, 112]
article-paragraph: — Ναί, Ἐρμιόνη, ἐδῶ εἶνε ὁ ὀμφαλὸς τῆς γῆς, τὸ κέντρον τοῦ κόσμου. — [1010, 633, 1234, 681]
article-paragraph: Εἶσαι λοιπὸν ἀπὸ ἐκείνους, οἵτινες διακρίνουν τὴν ἐκκλησίαν καὶ τοὺς πιστούς. Ἀλλὰ δὲν φοβεῖσαι τὴν ἡμέραν τῆς ὀργῆς; — [523, 1737, 747, 1802]
article-paragraph: Ὁ ναὸς ἐφαίνετο ἔρημος. Οὐδεὶς ἦτο ἐκεῖ, ἐκτὸς ἑνὸς γέροντος ἱερέως, ὅστις ἐκάθητο ἐπὶ τῆς βαθμίδος τοῦ προθύρου. — [1010, 880, 1234, 946]
article-paragraph: — Αἴνιε, τοῦ λέγει ἡ Εὐσεβία κινοῦσα ἀπειλητικῶς τὸν δάκτυλον. Ἔχεις ἀκόμη τὴν κακὴν συνήθειαν νὰ ὁρκίζεσαι εἰς τὸ ὄνομα τῶν θεῶν τῶν εἰδώλων, καὶ ὅμως εἶσαι κατηχούμενος. — [26, 1577, 259, 1676]
article-paragraph: Μεταξὺ τῶν ἱερέων ἐφαίνετο ὁ ἀκόλουθος ἀγάπης καὶ ἀνέμενε πρὸς τὸν θρόνον του εἰς ἐπισημότατα ἐνδύματα. Καὶ ἐπανελθὼν εἰς τὸν φορεῖον τῶν δεκατεσσάρων ὁ Δομίτιος ἐξέφυγε τὴν ὑπόμνησιν καὶ ὅτε τὸ ἐκουάλισε μὲ ἐπεισόδιον. — [279, 1337, 503, 1468]
article-paragraph: ἐνταῦθα τῶν στοχασμῶν εἰς τὴν ἑορτὴν τοῦ Διονύσου. — [766, 112, 990, 144]
article-paragraph: Ὁ ναὸς ἦτο σκοτεινός. Μόνον ἐν τῷ βάθει ἔκαιε λυχνία, ρίπτουσα ἀμυδρὸν φῶς ἐπὶ τοῦ ἀγάλματος τοῦ θεοῦ. Τὸ ἄγαλμα ἦτο ἐκ χρυσοῦ καὶ ἐλεφαντοστοῦ. — [1254, 1787, 1478, 1868]
article-paragraph: Ἀλλὰ σήμερον, διὰ τῆς νέας θρησκείας, ὁ ἀνθρώπινος κόσμος ἐστράφη πρὸς τὸν Χριστόν, καὶ οἱ ναοὶ ἡμῶν ἐγκατελείφθησαν. Ἡ Πυθία δὲν ἀπαγγέλλει πλέον χρησμούς. — [766, 1832, 990, 1930]
article-paragraph: — Καὶ σύ, Αἴνιε, ἐλπίζω ὅτι θὰ μεταβῇς εἰς τὴν ἐκκλησίαν διὰ νὰ προσευχηθῇς ὑπὲρ τοῦ θριάμβου τῶν ὅπλων τοῦ Αὐτοκράτορος. — [279, 1012, 503, 1077]
article-paragraph: Ἐνδοξότατε καὶ εὐγενέστατε ἄρχων, εἶπεν ὁ Πέτρος, θὰ εὐτυχήσω νὰ σὲ ἴδω ὑπὸ τὴν στέγην μου αὔριον, ἢ θὰ ἐπιτρέψῃς εἰς τὸν ταπεινόν σου δοῦλον νὰ ἔλθῃ εἰς τὴν οἰκίαν σου; Διεχρόνιζε δυσκόλου ἐποχῇ. Ἡ παρέρχομαι ἐπιχειρήσεις τοῦ Ἰουλιανοῦ ἐδιπλασίασε τὸ θάρρος τῶν εἰδωλολατρῶν καὶ τῶν αἱρετικῶν. Πολλοὶ προτείνουν νὰ συγκληθῇ ἡ Σύνοδος. — [523, 149, 747, 347]
article-paragraph: Ὁ δὲ γέρων σκεφθεὶς ἐπὶ μικρὸν ἀπήντησε: — [1254, 1490, 1478, 1522]
article-paragraph: Τὰ ἐνδύματά της ἦσαν ἐνδύματα μετανοούσης ἁμαρτωλῆς, μολονότι δὲ συνίσταντο εἰς ἐν μακρὸν φόρεμα, στόμηα ἄνευ ζώνης, πίπτον μέχρι τῶν ποδῶν, τὰ ἐπιτήδειον ὕφασμα του ἔνεκα τῆς λευκότητός του δὲν ἐξηφάνιζε μεγαλοπρεπεῖς τὰς κινήσεις τοῦ σώματος της. — [26, 869, 259, 1017]
article-paragraph: — Ὁ Ἰουλιανός... Ἀλλά, σιωπὴ δι' ὄνομα τοῦ Θεοῦ, Εὐσεβία. — [279, 628, 503, 661]
article-paragraph: Τὸ σχῆμα τοῦ ναοῦ ἦτο μεγαλοπρεπὲς καὶ οἱ κίονες αὐτοῦ ἐφαίνοντο ὡς φάσματα ἐν τῷ σκότει. — [1010, 507, 1234, 572]
article-paragraph: — Ἄ! δὲν εἶσαι τοῦ κόσμου τούτου. Τὸ πνεῦμά μου εἶνε εἰς ἀπίστευτον ἔνταση. — [26, 1835, 259, 1884]
article-paragraph: Διὰ τοῦ μαχαιριδίου του ὁ ἀνθύπατος ἔκοψε τὴν ταινίαν, ἔσχισε τὴν σφραγῖδα καὶ ἀνέγνωσε τὴν ἐπιστολήν: — [279, 1644, 503, 1711]
article-paragraph: Μείνας μόνος ὁ ἀνθύπατος ἐκάλεσε πλησίον του ἄνθρωπον ἀναμένοντα εἰς ἀπόστασιν τινα, ὅστις κρατῶν ἐντὸς τῆς χειρὸς μάλλον ἐπιστολὴν. — [279, 1474, 503, 1556]
article-paragraph: Ἰδοὺ ἀληθινοὶ Ἀθηναῖοι! Τέρπομαι νὰ τοὺς βλέπω, ἔλεγε γηραιός τις ἀθηναῖος. — [523, 561, 747, 611]
article-paragraph: — Ναί, Εὐσεβία, ἀπήντησεν ὁ ἀνθύπατος μὲ τὸν αὐτὸν τόνον, θέτων συγχρόνως τὸν λιχανόν ἐπὶ τῶν χειλέων του. — [279, 348, 503, 413]
article-paragraph: Αἱ παρειαί τῆς Εὐσεβίας καίτοι λάμπουσαι μὲ τὰ χρώματα τῆς ὑγείας καὶ τῆς νεότητος, ἦσαν ὀλίγον ὠχραὶ τὴν ἡμέραν ἐκείνην, ὡς ἄλλως τε ἥρμοζεν εἰς μίαν μετανοοῦσαν. Καὶ ἐν τῇ περιστάσει ταύτῃ ἡ τέχνη εἶχε συμπληρώσει τὸ ἔργον τῆς φύσεως. — [26, 1144, 259, 1291]
masthead-rule-thick — [25, 98, 1487, 104]
article-paragraph: Ἐπέραν τινὰ τοῦ φθινοπώρου τοῦ ἔτους 361, γέρων τις καὶ μία κόρη, ἐπορεύοντο διὰ τῆς ὁδοῦ ταύτης. Ἐφόρουν ἀμφότεροι λευκὰ ἱμάτια καὶ θὰ τοὺς ἐνόμιζέ τις προσκυνητάς. Ἐὰν τὶς τοὺς ἐπλησίαζε θὰ εὕρισκεν ὅτι ὁ γέρων ἦτο ἱερεὺς καὶ ἡ κόρη θυγάτηρ του. — [1010, 249, 1234, 396]
article-paragraph: ὡς ὁ Πατήρ. Αὐτὸ εἶνε τύφλωσις μονὰ διχή! — [279, 112, 503, 144]
